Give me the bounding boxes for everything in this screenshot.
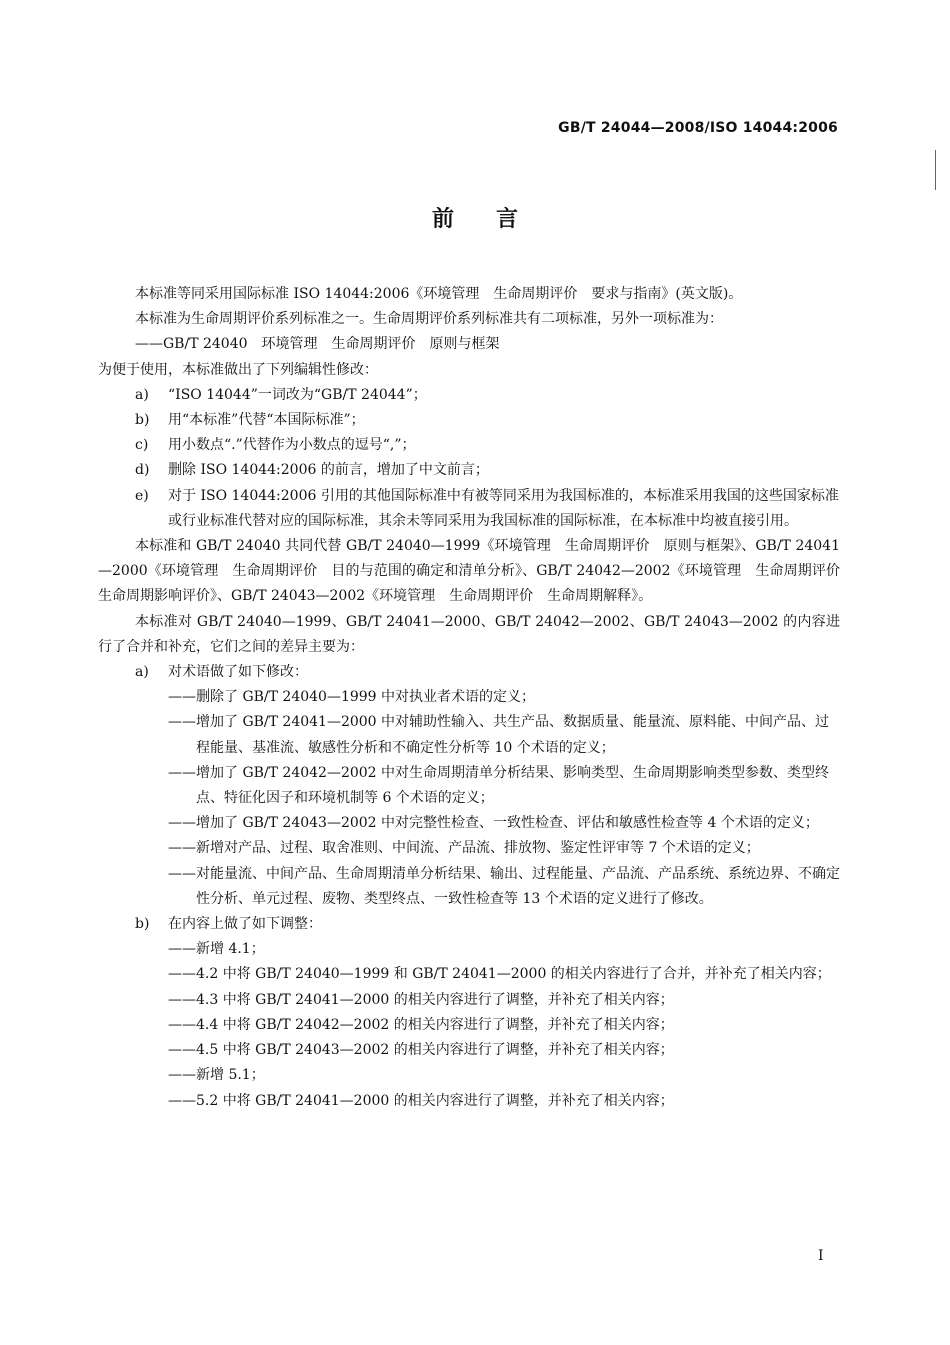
- dash-item: ——新增 5.1；: [168, 1067, 265, 1084]
- list-item: [98, 383, 840, 408]
- list-item: [98, 660, 840, 685]
- list-marker: a): [135, 386, 149, 403]
- page-title: 前言: [431, 207, 560, 232]
- paragraph-differences: 本标准对 GB/T 24040—1999、GB/T 24041—2000、GB/T 24042—2002、GB/T 24043—2002 的内容进行了合并和补充，它们之间的差异主要为：: [98, 613, 840, 655]
- document-body: [98, 282, 854, 1114]
- list-item-text: “ISO 14044”一词改为“GB/T 24044”；: [168, 386, 427, 403]
- list-item-text: 删除 ISO 14044:2006 的前言，增加了中文前言；: [168, 462, 489, 479]
- dash-item: ——增加了 GB/T 24043—2002 中对完整性检查、一致性检查、评估和敏感性检查等 4 个术语的定义；: [168, 815, 819, 832]
- dash-item: ——增加了 GB/T 24042—2002 中对生命周期清单分析结果、影响类型、生命周期影响类型参数、类型终点、特征化因子和环境机制等 6 个术语的定义；: [168, 764, 830, 807]
- list-item: [98, 408, 840, 433]
- list-marker: e): [135, 487, 149, 504]
- list-item-text: 对于 ISO 14044:2006 引用的其他国际标准中有被等同采用为我国标准的，本标准采用我国的这些国家标准或行业标准代替对应的国际标准，其余未等同采用为我国标准的国际标准，在本标准中均被直接引用。: [168, 487, 839, 529]
- scan-mark: [935, 150, 936, 190]
- dash-item: ——增加了 GB/T 24041—2000 中对辅助性输入、共生产品、数据质量、能量流、原料能、中间产品、过程能量、基准流、敏感性分析和不确定性分析等 10 个术语的定义；: [168, 714, 830, 756]
- page-number: I: [818, 1248, 824, 1264]
- list-marker: b): [135, 916, 150, 933]
- dash-item: ——4.2 中将 GB/T 24040—1999 和 GB/T 24041—2000 的相关内容进行了合并，并补充了相关内容；: [168, 966, 831, 983]
- dash-item: ——新增 4.1；: [168, 941, 265, 958]
- dash-item: ——删除了 GB/T 24040—1999 中对执业者术语的定义；: [168, 689, 536, 706]
- paragraph-adoption: 本标准等同采用国际标准 ISO 14044:2006《环境管理 生命周期评价 要求与指南》(英文版)。: [135, 286, 743, 302]
- paragraph-replacement: 本标准和 GB/T 24040 共同代替 GB/T 24040—1999《环境管理 生命周期评价 原则与框架》、GB/T 24041—2000《环境管理 生命周期评价 目的与范围的确定和清单分析》、GB/T 24042—2002《环境管理 生命周期评价 生命周期影响评价》、GB/T 24043—2002《环境管理 生命周期评价 生命周期解释》。: [98, 538, 854, 605]
- list-item-text: 对术语做了如下修改：: [168, 664, 308, 681]
- dash-item: ——4.5 中将 GB/T 24043—2002 的相关内容进行了调整，并补充了相关内容；: [168, 1042, 674, 1059]
- standard-number-header: GB/T 24044—2008/ISO 14044:2006: [558, 120, 838, 136]
- list-marker: b): [135, 412, 150, 429]
- list-marker: a): [135, 664, 149, 681]
- list-item: [98, 484, 840, 534]
- paragraph-related-standard: ——GB/T 24040 环境管理 生命周期评价 原则与框架: [135, 336, 500, 353]
- list-item: [98, 912, 840, 937]
- paragraph-series: 本标准为生命周期评价系列标准之一。生命周期评价系列标准共有二项标准，另外一项标准为：: [135, 311, 723, 328]
- list-item-text: 在内容上做了如下调整：: [168, 916, 322, 933]
- list-item-text: 用“本标准”代替“本国际标准”；: [168, 412, 365, 429]
- dash-item: ——4.4 中将 GB/T 24042—2002 的相关内容进行了调整，并补充了相关内容；: [168, 1016, 674, 1033]
- dash-item: ——4.3 中将 GB/T 24041—2000 的相关内容进行了调整，并补充了相关内容；: [168, 991, 674, 1008]
- list-marker: c): [135, 437, 149, 454]
- list-item-text: 用小数点“.”代替作为小数点的逗号“,”；: [168, 437, 416, 454]
- list-item: [98, 458, 840, 483]
- list-marker: d): [135, 462, 150, 479]
- dash-item: ——新增对产品、过程、取舍准则、中间流、产品流、排放物、鉴定性评审等 7 个术语的定义；: [168, 840, 760, 857]
- dash-item: ——对能量流、中间产品、生命周期清单分析结果、输出、过程能量、产品流、产品系统、系统边界、不确定性分析、单元过程、废物、类型终点、一致性检查等 13 个术语的定义进行了修改。: [168, 865, 840, 907]
- paragraph-editorial-intro: 为便于使用，本标准做出了下列编辑性修改：: [98, 361, 378, 378]
- dash-item: ——5.2 中将 GB/T 24041—2000 的相关内容进行了调整，并补充了相关内容；: [168, 1092, 674, 1109]
- list-item: [98, 433, 840, 458]
